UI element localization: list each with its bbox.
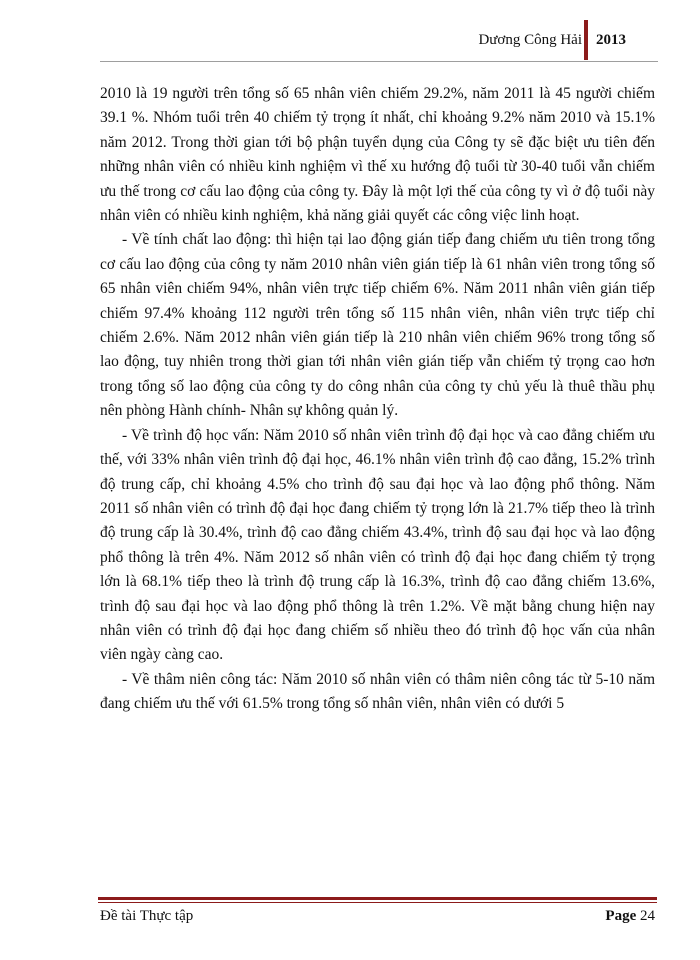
footer-rule-thin [98, 902, 657, 903]
header-rule [100, 61, 658, 62]
header-separator [584, 20, 588, 60]
paragraph-seniority: - Về thâm niên công tác: Năm 2010 số nhân viên có thâm niên công tác từ 5-10 năm đang chiếm ưu thế với 61.5% trong tổng số nhân viên, nhân viên có dưới 5 [100, 670, 655, 713]
paragraph-education-level: - Về trình độ học vấn: Năm 2010 số nhân viên trình độ đại học và cao đẳng chiếm ưu thế, với 33% nhân viên trình độ đại học, 46.1% nhân viên trình độ cao đẳng, 15.2% trình độ trung cấp, chỉ khoảng 4.5% cho trình độ sau đại học và lao động phổ thông. Năm 2011 số nhân viên có trình độ đại học đang chiếm tỷ trọng lớn là 21.7% tiếp theo là trình độ trung cấp là 30.4%, trình độ cao đẳng chiếm 43.4%, trình độ sau đại học và lao động phổ thông là trên 4%. Năm 2012 số nhân viên có trình độ đại học đang chiếm tỷ trọng lớn là 68.1% tiếp theo là trình độ trung cấp là 16.3%, trình độ cao đẳng chiếm 13.6%, trình độ sau đại học và lao động phổ thông là trên 1.2%. Về mặt bằng chung hiện nay nhân viên có trình độ đại học đang chiếm số nhiều theo đó trình độ học vấn của nhân viên ngày càng cao. [100, 426, 655, 664]
footer-page [605, 908, 655, 925]
paragraph-labor-nature: - Về tính chất lao động: thì hiện tại lao động gián tiếp đang chiếm ưu tiên trong tổng cơ cấu lao động của công ty năm 2010 nhân viên gián tiếp là 61 nhân viên trong tổng số 65 nhân viên chiếm 94%, nhân viên trực tiếp chiếm 6%. Năm 2011 nhân viên gián tiếp chiếm 97.4% khoảng 112 người trên tổng số 115 nhân viên, nhân viên trực tiếp chỉ chiếm 2.6%. Năm 2012 nhân viên gián tiếp là 210 nhân viên chiếm 96% trong tổng số lao động, tuy nhiên trong thời gian tới nhân viên gián tiếp vẫn chiếm tỷ trọng cao hơn trong tổng số lao động của công ty do công nhân của công ty chủ yếu là thuê thầu phụ nên phòng Hành chính- Nhân sự không quản lý. [100, 231, 655, 420]
page-number: 24 [640, 908, 655, 924]
footer-rule-thick [98, 897, 657, 900]
paragraph-age-continuation: 2010 là 19 người trên tổng số 65 nhân viên chiếm 29.2%, năm 2011 là 45 người chiếm 39.1 %. Nhóm tuổi trên 40 chiếm tỷ trọng ít nhất, chỉ khoảng 9.2% năm 2010 và 15.1% năm 2012. Trong thời gian tới bộ phận tuyển dụng của Công ty sẽ đặc biệt ưu tiên đến những nhân viên có nhiều kinh nghiệm vì thế xu hướng độ tuổi từ 30-40 tuổi vẫn chiếm ưu thế trong cơ cấu lao động của công ty. Đây là một lợi thế của công ty vì ở độ tuổi này nhân viên có nhiều kinh nghiệm, khả năng giải quyết các công việc linh hoạt. [100, 85, 655, 225]
page-label: Page [605, 908, 637, 924]
footer-title: Đề tài Thực tập [100, 908, 194, 924]
document-body [100, 82, 655, 717]
header-author: Dương Công Hải [478, 32, 582, 48]
page-header [0, 20, 700, 62]
header-year: 2013 [596, 32, 626, 48]
